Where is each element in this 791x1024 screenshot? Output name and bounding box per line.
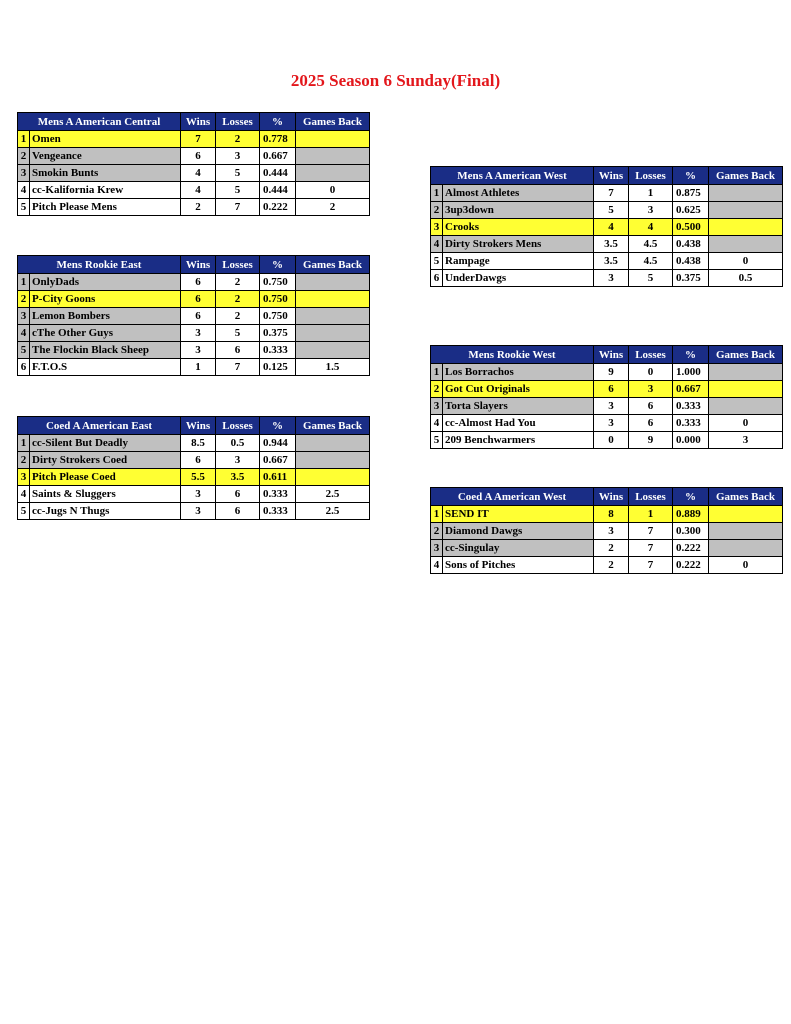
wins-value: 8	[594, 506, 629, 523]
table-row	[18, 359, 370, 376]
rank-cell: 1	[431, 185, 443, 202]
rank-cell: 4	[18, 182, 30, 199]
table-header-row	[18, 113, 370, 131]
games-back-value	[296, 342, 370, 359]
wins-value: 2	[594, 557, 629, 574]
table-header-row	[18, 256, 370, 274]
pct-value: 0.667	[260, 452, 296, 469]
games-back-value	[296, 131, 370, 148]
standings-table-mens-rookie-west	[430, 345, 783, 449]
team-name: OnlyDads	[30, 274, 181, 291]
losses-header: Losses	[629, 167, 673, 185]
pct-value: 1.000	[673, 364, 709, 381]
games-back-value	[296, 469, 370, 486]
table-row	[431, 202, 783, 219]
team-name: Lemon Bombers	[30, 308, 181, 325]
wins-value: 3	[181, 325, 216, 342]
pct-value: 0.375	[673, 270, 709, 287]
team-name: Dirty Strokers Coed	[30, 452, 181, 469]
games-back-value	[296, 435, 370, 452]
rank-cell: 6	[431, 270, 443, 287]
table-row	[18, 503, 370, 520]
team-name: 3up3down	[443, 202, 594, 219]
pct-header: %	[260, 256, 296, 274]
table-header-row	[18, 417, 370, 435]
games-back-value	[296, 165, 370, 182]
team-name: Got Cut Originals	[443, 381, 594, 398]
games-back-value	[709, 236, 783, 253]
losses-value: 5	[629, 270, 673, 287]
wins-value: 4	[181, 182, 216, 199]
rank-cell: 6	[18, 359, 30, 376]
pct-value: 0.944	[260, 435, 296, 452]
rank-cell: 3	[431, 219, 443, 236]
games-back-header: Games Back	[296, 417, 370, 435]
table-row	[431, 506, 783, 523]
table-row	[431, 523, 783, 540]
pct-value: 0.333	[260, 486, 296, 503]
team-name: 209 Benchwarmers	[443, 432, 594, 449]
pct-header: %	[260, 113, 296, 131]
wins-value: 3	[181, 342, 216, 359]
wins-value: 4	[181, 165, 216, 182]
losses-value: 5	[216, 325, 260, 342]
page-title: 2025 Season 6 Sunday(Final)	[290, 71, 501, 90]
division-name: Coed A American West	[431, 488, 594, 506]
wins-value: 3	[181, 486, 216, 503]
wins-value: 6	[181, 148, 216, 165]
wins-value: 6	[181, 308, 216, 325]
pct-value: 0.333	[673, 415, 709, 432]
pct-value: 0.750	[260, 291, 296, 308]
games-back-value: 0	[296, 182, 370, 199]
games-back-value	[709, 202, 783, 219]
pct-value: 0.333	[673, 398, 709, 415]
pct-value: 0.500	[673, 219, 709, 236]
table-header-row	[431, 488, 783, 506]
team-name: Rampage	[443, 253, 594, 270]
losses-value: 3	[216, 148, 260, 165]
wins-value: 0	[594, 432, 629, 449]
games-back-value: 3	[709, 432, 783, 449]
table-row	[431, 381, 783, 398]
games-back-value	[709, 506, 783, 523]
wins-value: 2	[181, 199, 216, 216]
team-name: F.T.O.S	[30, 359, 181, 376]
rank-cell: 3	[431, 398, 443, 415]
wins-value: 4	[594, 219, 629, 236]
wins-value: 3	[594, 270, 629, 287]
table-row	[431, 540, 783, 557]
team-name: cc-Jugs N Thugs	[30, 503, 181, 520]
table-row	[18, 291, 370, 308]
table-row	[18, 469, 370, 486]
table-row	[18, 308, 370, 325]
rank-cell: 3	[18, 469, 30, 486]
games-back-value: 1.5	[296, 359, 370, 376]
wins-header: Wins	[594, 488, 629, 506]
games-back-header: Games Back	[709, 346, 783, 364]
rank-cell: 1	[18, 274, 30, 291]
losses-value: 5	[216, 165, 260, 182]
team-name: Pitch Please Coed	[30, 469, 181, 486]
wins-value: 6	[181, 291, 216, 308]
wins-value: 7	[594, 185, 629, 202]
table-row	[431, 415, 783, 432]
pct-header: %	[673, 488, 709, 506]
table-row	[431, 185, 783, 202]
team-name: cc-Singulay	[443, 540, 594, 557]
pct-value: 0.625	[673, 202, 709, 219]
losses-value: 4.5	[629, 236, 673, 253]
games-back-header: Games Back	[296, 113, 370, 131]
games-back-value	[709, 398, 783, 415]
division-name: Mens Rookie East	[18, 256, 181, 274]
games-back-value	[709, 185, 783, 202]
losses-value: 9	[629, 432, 673, 449]
losses-header: Losses	[629, 488, 673, 506]
team-name: cc-Silent But Deadly	[30, 435, 181, 452]
rank-cell: 5	[18, 503, 30, 520]
rank-cell: 5	[18, 199, 30, 216]
table-row	[18, 148, 370, 165]
pct-value: 0.333	[260, 342, 296, 359]
team-name: Torta Slayers	[443, 398, 594, 415]
losses-value: 6	[216, 503, 260, 520]
pct-value: 0.750	[260, 308, 296, 325]
table-row	[431, 364, 783, 381]
wins-value: 1	[181, 359, 216, 376]
games-back-value	[709, 219, 783, 236]
pct-value: 0.000	[673, 432, 709, 449]
table-row	[18, 199, 370, 216]
rank-cell: 1	[18, 131, 30, 148]
wins-value: 6	[594, 381, 629, 398]
losses-value: 2	[216, 308, 260, 325]
wins-value: 7	[181, 131, 216, 148]
games-back-header: Games Back	[709, 488, 783, 506]
table-row	[431, 398, 783, 415]
table-row	[431, 270, 783, 287]
team-name: Pitch Please Mens	[30, 199, 181, 216]
table-row	[18, 342, 370, 359]
wins-value: 3	[594, 415, 629, 432]
wins-value: 3.5	[594, 236, 629, 253]
losses-value: 4.5	[629, 253, 673, 270]
games-back-value	[296, 325, 370, 342]
rank-cell: 4	[431, 557, 443, 574]
losses-value: 0.5	[216, 435, 260, 452]
pct-value: 0.222	[260, 199, 296, 216]
pct-value: 0.375	[260, 325, 296, 342]
losses-value: 1	[629, 185, 673, 202]
pct-value: 0.889	[673, 506, 709, 523]
table-row	[18, 325, 370, 342]
team-name: cc-Almost Had You	[443, 415, 594, 432]
team-name: Los Borrachos	[443, 364, 594, 381]
pct-value: 0.444	[260, 182, 296, 199]
rank-cell: 3	[431, 540, 443, 557]
losses-value: 3	[629, 381, 673, 398]
losses-value: 5	[216, 182, 260, 199]
wins-value: 3	[594, 398, 629, 415]
table-row	[431, 219, 783, 236]
games-back-value	[296, 452, 370, 469]
games-back-value: 2.5	[296, 503, 370, 520]
rank-cell: 4	[431, 236, 443, 253]
losses-value: 2	[216, 131, 260, 148]
rank-cell: 3	[18, 308, 30, 325]
pct-value: 0.438	[673, 253, 709, 270]
table-header-row	[431, 346, 783, 364]
rank-cell: 4	[18, 486, 30, 503]
division-name: Mens A American Central	[18, 113, 181, 131]
pct-value: 0.667	[673, 381, 709, 398]
wins-value: 3	[594, 523, 629, 540]
pct-value: 0.778	[260, 131, 296, 148]
games-back-value	[709, 364, 783, 381]
wins-value: 5	[594, 202, 629, 219]
team-name: Sons of Pitches	[443, 557, 594, 574]
standings-table-coed-a-american-east	[17, 416, 370, 520]
wins-header: Wins	[594, 167, 629, 185]
games-back-header: Games Back	[709, 167, 783, 185]
pct-value: 0.875	[673, 185, 709, 202]
team-name: Diamond Dawgs	[443, 523, 594, 540]
rank-cell: 2	[18, 291, 30, 308]
rank-cell: 1	[18, 435, 30, 452]
pct-value: 0.667	[260, 148, 296, 165]
team-name: cThe Other Guys	[30, 325, 181, 342]
games-back-value: 2.5	[296, 486, 370, 503]
table-header-row	[431, 167, 783, 185]
losses-value: 3.5	[216, 469, 260, 486]
wins-value: 2	[594, 540, 629, 557]
losses-value: 0	[629, 364, 673, 381]
losses-value: 7	[216, 359, 260, 376]
team-name: Crooks	[443, 219, 594, 236]
division-name: Mens Rookie West	[431, 346, 594, 364]
table-row	[18, 131, 370, 148]
rank-cell: 2	[18, 148, 30, 165]
games-back-value: 0	[709, 253, 783, 270]
pct-value: 0.300	[673, 523, 709, 540]
team-name: Vengeance	[30, 148, 181, 165]
losses-value: 1	[629, 506, 673, 523]
rank-cell: 4	[18, 325, 30, 342]
wins-header: Wins	[594, 346, 629, 364]
wins-value: 3.5	[594, 253, 629, 270]
pct-value: 0.438	[673, 236, 709, 253]
games-back-header: Games Back	[296, 256, 370, 274]
losses-value: 2	[216, 291, 260, 308]
games-back-value	[296, 148, 370, 165]
games-back-value	[709, 381, 783, 398]
losses-value: 3	[629, 202, 673, 219]
games-back-value	[296, 308, 370, 325]
team-name: Dirty Strokers Mens	[443, 236, 594, 253]
team-name: Saints & Sluggers	[30, 486, 181, 503]
wins-value: 9	[594, 364, 629, 381]
standings-table-mens-a-american-central	[17, 112, 370, 216]
table-row	[18, 182, 370, 199]
table-row	[431, 236, 783, 253]
team-name: Omen	[30, 131, 181, 148]
losses-value: 7	[216, 199, 260, 216]
games-back-value	[296, 274, 370, 291]
losses-header: Losses	[629, 346, 673, 364]
team-name: SEND IT	[443, 506, 594, 523]
pct-value: 0.444	[260, 165, 296, 182]
standings-table-mens-rookie-east	[17, 255, 370, 376]
losses-header: Losses	[216, 417, 260, 435]
pct-header: %	[673, 346, 709, 364]
rank-cell: 1	[431, 364, 443, 381]
rank-cell: 3	[18, 165, 30, 182]
table-row	[431, 432, 783, 449]
rank-cell: 5	[431, 432, 443, 449]
wins-value: 8.5	[181, 435, 216, 452]
wins-header: Wins	[181, 113, 216, 131]
team-name: cc-Kalifornia Krew	[30, 182, 181, 199]
games-back-value: 0	[709, 557, 783, 574]
pct-value: 0.333	[260, 503, 296, 520]
games-back-value	[709, 540, 783, 557]
wins-value: 5.5	[181, 469, 216, 486]
losses-value: 6	[216, 486, 260, 503]
table-row	[18, 274, 370, 291]
losses-value: 6	[629, 398, 673, 415]
games-back-value: 0	[709, 415, 783, 432]
table-row	[18, 452, 370, 469]
wins-header: Wins	[181, 417, 216, 435]
pct-value: 0.222	[673, 540, 709, 557]
wins-header: Wins	[181, 256, 216, 274]
games-back-value: 0.5	[709, 270, 783, 287]
losses-header: Losses	[216, 256, 260, 274]
table-row	[18, 165, 370, 182]
team-name: Smokin Bunts	[30, 165, 181, 182]
games-back-value: 2	[296, 199, 370, 216]
games-back-value	[709, 523, 783, 540]
team-name: P-City Goons	[30, 291, 181, 308]
team-name: Almost Athletes	[443, 185, 594, 202]
games-back-value	[296, 291, 370, 308]
rank-cell: 1	[431, 506, 443, 523]
pct-value: 0.125	[260, 359, 296, 376]
team-name: The Flockin Black Sheep	[30, 342, 181, 359]
losses-header: Losses	[216, 113, 260, 131]
division-name: Mens A American West	[431, 167, 594, 185]
pct-value: 0.222	[673, 557, 709, 574]
pct-header: %	[260, 417, 296, 435]
table-row	[18, 486, 370, 503]
division-name: Coed A American East	[18, 417, 181, 435]
losses-value: 7	[629, 523, 673, 540]
losses-value: 3	[216, 452, 260, 469]
pct-value: 0.611	[260, 469, 296, 486]
rank-cell: 2	[18, 452, 30, 469]
standings-table-mens-a-american-west	[430, 166, 783, 287]
losses-value: 7	[629, 540, 673, 557]
wins-value: 6	[181, 452, 216, 469]
rank-cell: 4	[431, 415, 443, 432]
table-row	[18, 435, 370, 452]
pct-header: %	[673, 167, 709, 185]
rank-cell: 5	[18, 342, 30, 359]
rank-cell: 2	[431, 381, 443, 398]
losses-value: 6	[629, 415, 673, 432]
table-row	[431, 557, 783, 574]
losses-value: 2	[216, 274, 260, 291]
losses-value: 4	[629, 219, 673, 236]
pct-value: 0.750	[260, 274, 296, 291]
rank-cell: 2	[431, 202, 443, 219]
standings-table-coed-a-american-west	[430, 487, 783, 574]
losses-value: 6	[216, 342, 260, 359]
table-row	[431, 253, 783, 270]
rank-cell: 2	[431, 523, 443, 540]
rank-cell: 5	[431, 253, 443, 270]
wins-value: 6	[181, 274, 216, 291]
team-name: UnderDawgs	[443, 270, 594, 287]
wins-value: 3	[181, 503, 216, 520]
losses-value: 7	[629, 557, 673, 574]
